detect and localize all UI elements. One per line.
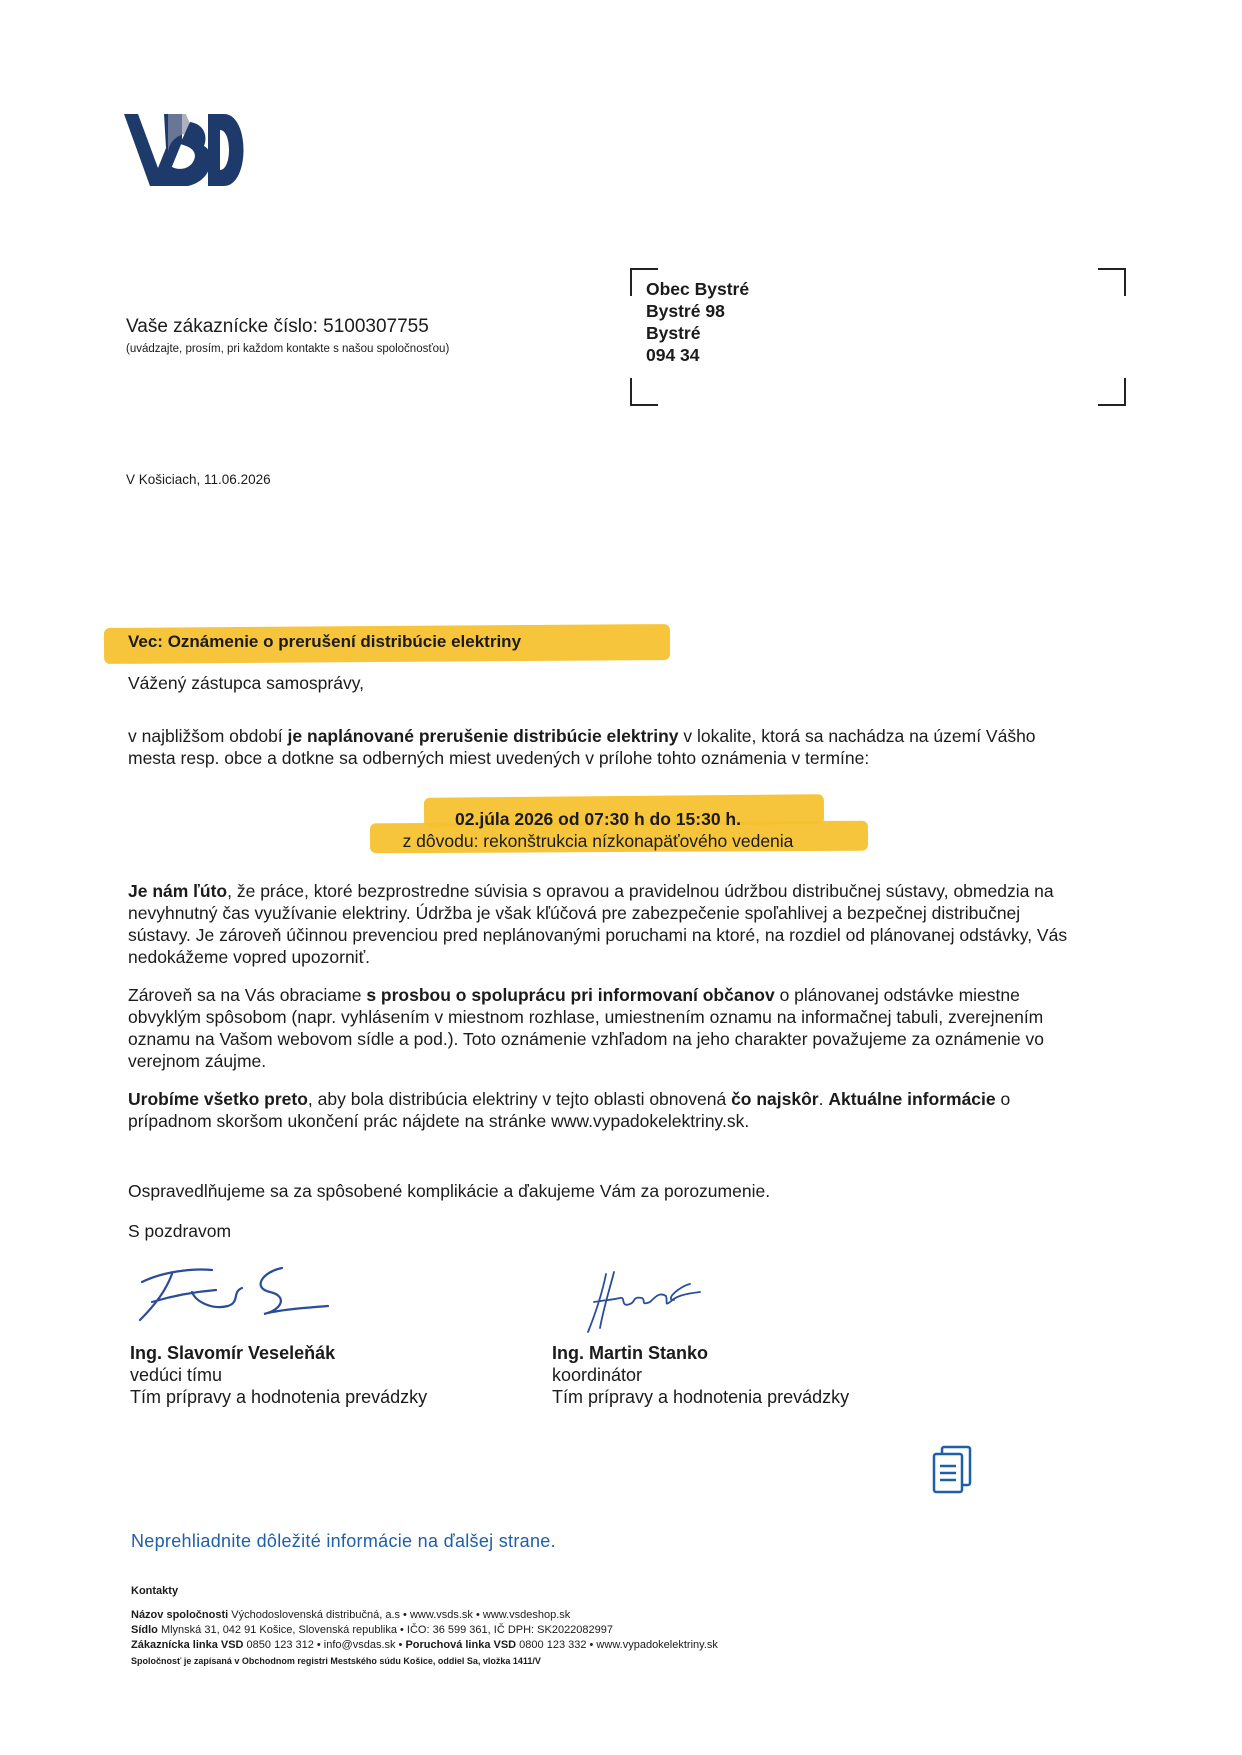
para4-text-d: . — [818, 1089, 829, 1109]
footer-title: Kontakty — [131, 1585, 179, 1597]
document-icon — [930, 1444, 976, 1496]
para3-text-a: Zároveň sa na Vás obraciame — [128, 985, 367, 1005]
subject: Vec: Oznámenie o prerušení distribúcie elektriny — [128, 632, 522, 651]
paragraph-apology-reason — [128, 880, 1068, 968]
para2-bold: Je nám ľúto — [128, 881, 228, 901]
address-bracket-bottom-left — [630, 378, 658, 406]
customer-number-note: (uvádzajte, prosím, pri každom kontakte s našou spoločnosťou) — [126, 343, 450, 355]
para3-text-c: o plánovanej odstávke miestne obvyklým spôsobom (napr. vyhlásením v miestnom rozhlase, umiestnením oznamu na informačnej tabuli, zverejnením oznamu na Vašom webovom sídle a pod.). Toto oznámenie vzhľadom na jeho charakter považujeme za oznámenie vo verejnom záujme. — [128, 985, 1044, 1071]
footer-line-2 — [131, 1623, 613, 1638]
recipient-line-3: Bystré — [646, 323, 701, 343]
para1-text-a: v najbližšom období — [128, 726, 288, 746]
recipient-line-1: Obec Bystré — [646, 279, 750, 299]
para3-bold: s prosbou o spoluprácu pri informovaní občanov — [366, 985, 775, 1005]
paragraph-intro — [128, 725, 1068, 769]
apology: Ospravedlňujeme sa za spôsobené komplikácie a ďakujeme Vám za porozumenie. — [128, 1181, 771, 1201]
recipient-address — [646, 278, 749, 366]
signatory-2 — [552, 1342, 849, 1408]
term-date: 02.júla 2026 od 07:30 h do 15:30 h. — [455, 809, 741, 829]
footer-l3-bold: Zákaznícka linka VSD — [131, 1639, 244, 1651]
footer-l2-bold: Sídlo — [131, 1624, 158, 1636]
term-reason: z dôvodu: rekonštrukcia nízkonapäťového vedenia — [402, 831, 794, 851]
paragraph-restoration — [128, 1088, 1068, 1132]
address-bracket-bottom-right — [1098, 378, 1126, 406]
salutation: Vážený zástupca samosprávy, — [128, 673, 365, 693]
para1-text-c: v lokalite, ktorá sa nachádza na území Vášho mesta resp. obce a dotkne sa odberných miest uvedených v prílohe tohto oznámenia v termíne: — [128, 726, 1036, 768]
recipient-line-2: Bystré 98 — [646, 301, 725, 321]
address-bracket-top-right — [1098, 268, 1126, 296]
para4-text-f: o prípadnom skoršom ukončení prác nájdete na stránke www.vypadokelektriny.sk. — [128, 1089, 1011, 1131]
footer-l3-bold2: Poruchová linka VSD — [405, 1639, 517, 1651]
vsd-logo — [124, 112, 248, 188]
signatory-2-name: Ing. Martin Stanko — [552, 1343, 709, 1363]
closing: S pozdravom — [128, 1221, 232, 1241]
signatory-1-team: Tím prípravy a hodnotenia prevádzky — [130, 1387, 428, 1407]
signatory-1 — [130, 1342, 427, 1408]
footer-l3-text-b: 0800 123 332 • www.vypadokelektriny.sk — [516, 1639, 718, 1651]
customer-number: Vaše zákaznícke číslo: 5100307755 — [126, 316, 429, 337]
footer-l2-text: Mlynská 31, 042 91 Košice, Slovenská republika • IČO: 36 599 361, IČ DPH: SK2022082997 — [157, 1624, 614, 1636]
para1-bold: je naplánované prerušenie distribúcie elektriny — [287, 726, 679, 746]
footer-line-4: Spoločnosť je zapísaná v Obchodnom registri Mestského súdu Košice, oddiel Sa, vložka 1411/V — [131, 1656, 541, 1666]
signatory-2-role: koordinátor — [552, 1365, 643, 1385]
signatory-2-team: Tím prípravy a hodnotenia prevádzky — [552, 1387, 850, 1407]
footer-l1-text: Východoslovenská distribučná, a.s • www.vsds.sk • www.vsdeshop.sk — [228, 1609, 571, 1621]
signature-veselenak — [132, 1262, 332, 1330]
signatory-1-name: Ing. Slavomír Veseleňák — [130, 1343, 336, 1363]
para4-bold-e: Aktuálne informácie — [828, 1089, 996, 1109]
signatory-1-role: vedúci tímu — [130, 1365, 223, 1385]
footer-line-3 — [131, 1638, 718, 1653]
paragraph-cooperation — [128, 984, 1068, 1072]
footer-l1-bold: Názov spoločnosti — [131, 1609, 229, 1621]
recipient-line-4: 094 34 — [646, 345, 700, 365]
next-page-note: Neprehliadnite dôležité informácie na ďalšej strane. — [131, 1531, 556, 1551]
para4-text-b: , aby bola distribúcia elektriny v tejto oblasti obnovená — [307, 1089, 732, 1109]
para2-text: , že práce, ktoré bezprostredne súvisia s opravou a pravidelnou údržbou distribučnej sústavy, obmedzia na nevyhnutný čas využívanie elektriny. Údržba je však kľúčová pre zabezpečenie spoľahlivej a bezpečnej distribučnej sústavy. Je zároveň účinnou prevenciou pred neplánovanými poruchami na ktoré, na rozdiel od plánovanej odstávky, Vás nedokážeme vopred upozorniť. — [128, 881, 1068, 967]
footer-l3-text: 0850 123 312 • info@vsdas.sk • — [243, 1639, 406, 1651]
footer-line-1 — [131, 1608, 570, 1623]
date-line: V Košiciach, 11.06.2026 — [126, 472, 271, 487]
para4-bold-c: čo najskôr — [731, 1089, 819, 1109]
para4-bold-a: Urobíme všetko preto — [128, 1089, 308, 1109]
signature-stanko — [580, 1266, 720, 1336]
